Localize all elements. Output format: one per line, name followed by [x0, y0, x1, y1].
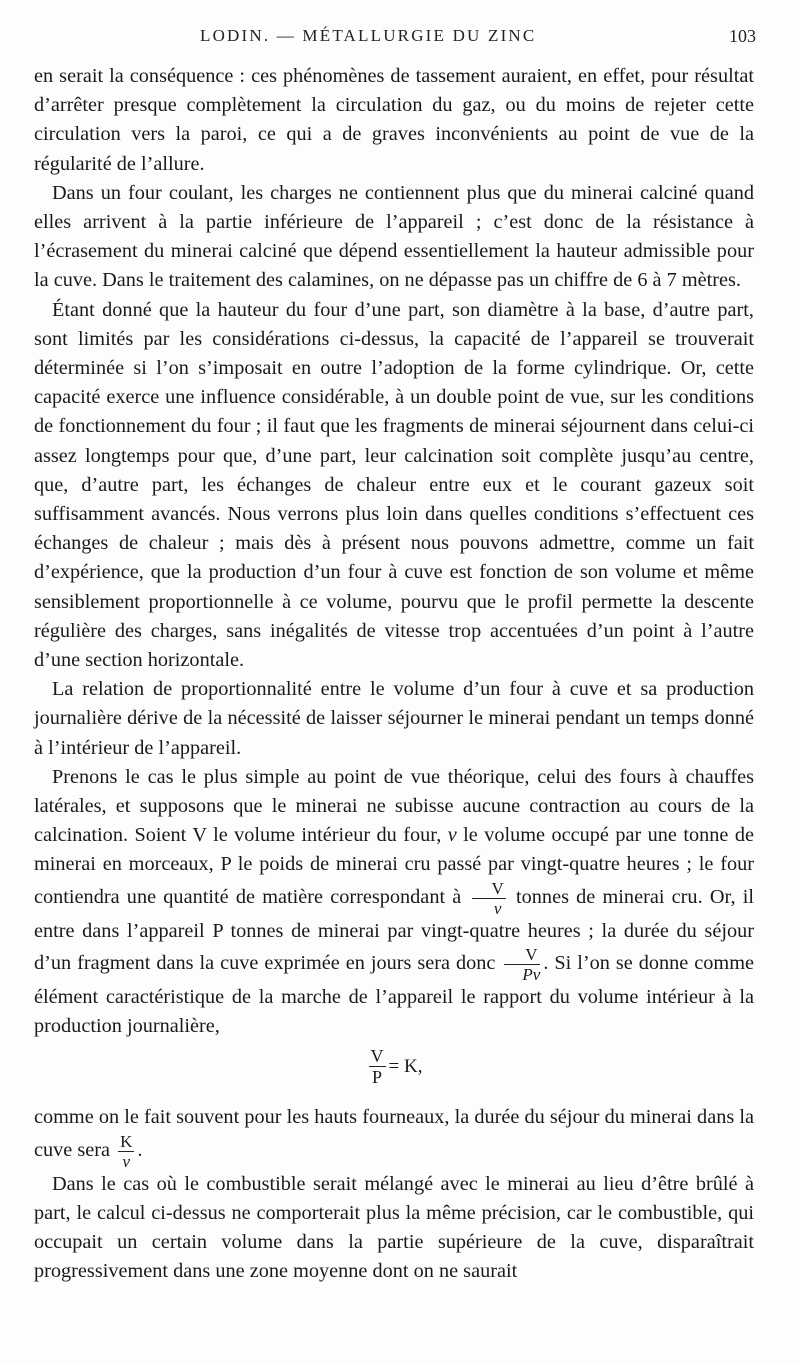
fraction-numerator: V — [370, 1046, 384, 1067]
variable-v: v — [447, 824, 457, 847]
paragraph-5 — [34, 763, 754, 1041]
fraction-denominator: v — [493, 898, 502, 918]
paragraph-6 — [34, 1103, 754, 1169]
paragraph-3: Étant donné que la hauteur du four d’une part, son diamètre à la base, d’autre part, sont limités par les considérations ci-dessus, la capacité de l’appareil se trouverait déterminée si l’on s’imposait en outre l’adoption de la forme cylindrique. Or, cette capacité exerce une influence considérable, à un double point de vue, sur les conditions de fonctionnement du four ; il faut que les fragments de minerai séjournent dans celui-ci assez longtemps pour que, d’une part, leur calcination soit complète jusqu’au centre, que, d’autre part, les échanges de chaleur entre eux et le courant gazeux soit suffisamment avancés. Nous verrons plus loin dans quelles conditions s’effectuent ces échanges de chaleur ; mais dès à présent nous pouvons admettre, comme un fait d’expérience, que la production d’un four à cuve est fonction de son volume et même sensiblement proportionnelle à ce volume, pourvu que le profil permette la descente régulière des charges, sans inégalités de vitesse trop accentuées d’un point à l’autre d’une section horizontale. — [34, 298, 754, 672]
fraction-numerator: V — [472, 880, 506, 899]
equation-v-over-p-equals-k — [34, 1047, 754, 1097]
page-number: 103 — [729, 26, 756, 46]
fraction-numerator: K — [120, 1131, 133, 1151]
fraction-k-over-v — [118, 1133, 134, 1170]
paragraph-4: La relation de proportionnalité entre le volume d’un four à cuve et sa production journalière dérive de la nécessité de laisser séjourner le minerai pendant un temps donné à l’intérieur de l’appareil. — [34, 678, 754, 759]
page-body — [34, 62, 754, 1286]
page-header — [0, 22, 800, 52]
running-head: LODIN. — MÉTALLURGIE DU ZINC — [200, 26, 537, 45]
fraction-numerator: V — [504, 946, 540, 965]
equation-fraction — [369, 1047, 386, 1086]
equation-rhs: = K, — [388, 1056, 423, 1078]
paragraph-2: Dans un four coulant, les charges ne contiennent plus que du minerai calciné quand elles arrivent à la partie inférieure de l’appareil ; c’est donc de la résistance à l’écrasement du minerai calciné que dépend essentiellement la hauteur admissible pour la cuve. Dans le traitement des calamines, on ne dépasse pas un chiffre de 6 à 7 mètres. — [34, 181, 754, 292]
paragraph-7: Dans le cas où le combustible serait mélangé avec le minerai au lieu d’être brûlé à part, le calcul ci-dessus ne comporterait plus la même précision, car le combustible, qui occupait un certain volume dans la partie supérieure de la cuve, disparaîtrait progressivement dans une zone moyenne dont on ne saurait — [34, 1172, 754, 1283]
fraction-denominator: P — [372, 1067, 383, 1088]
fraction-v-over-pv — [504, 946, 540, 983]
paragraph-5-text-c: le volume occupé par une tonne de minerai en morceaux, P le poids de minerai cru passé par vingt-quatre heures ; le four contiendra une quantité de matière correspondant à — [34, 824, 754, 908]
paragraph-1: en serait la conséquence : ces phénomènes de tassement auraient, en effet, pour résultat d’arrêter presque complètement la circulation du gaz, ou du moins de rejeter cette circulation vers la paroi, ce qui a de graves inconvénients au point de vue de la régularité de l’allure. — [34, 65, 754, 175]
fraction-denominator: Pv — [522, 964, 541, 984]
paragraph-5-text-e: . Si l’on se donne comme élément caractéristique de la marche de l’appareil le rapport du volume intérieur à la production journalière, — [34, 952, 754, 1038]
paragraph-6-text-a: comme on le fait souvent pour les hauts fourneaux, la durée du séjour du minerai dans la cuve sera — [34, 1106, 754, 1161]
fraction-denominator: v — [122, 1151, 130, 1171]
paragraph-5-text-a: Prenons le cas le plus simple au point de vue théorique, celui des fours à chauffes latérales, et supposons que le minerai ne subisse aucune contraction au cours de la calcination. Soient V le volume intérieur du four, — [34, 765, 754, 847]
paragraph-5-text-d: tonnes de minerai cru. Or, il entre dans l’appareil P tonnes de minerai par vingt-quatre heures ; la durée du séjour d’un fragment dans la cuve exprimée en jours sera donc — [34, 885, 754, 975]
fraction-v-over-v — [472, 880, 506, 917]
paragraph-6-text-b: . — [137, 1138, 143, 1161]
